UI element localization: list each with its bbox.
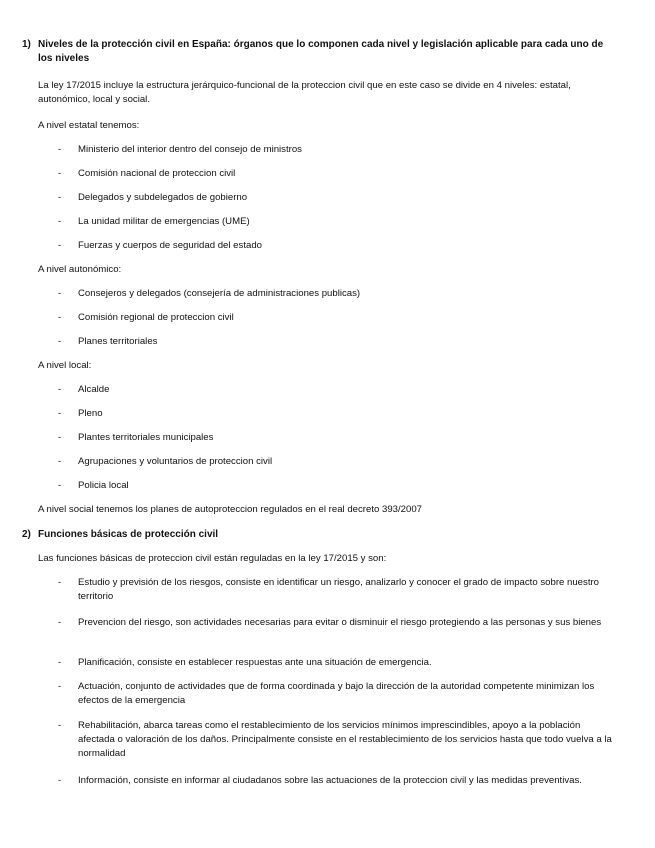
bullet-dash: - (58, 312, 62, 323)
list-item-text: Estudio y previsión de los riesgos, consiste en identificar un riesgo, analizarlo y conocer el grado de impacto sobre nuestro territorio (78, 577, 600, 602)
list-item-text: La unidad militar de emergencias (UME) (78, 216, 250, 227)
bullet-dash: - (58, 192, 62, 203)
list-item-text: Alcalde (78, 384, 110, 395)
section-2-intro: Las funciones básicas de proteccion civil están reguladas en la ley 17/2015 y son: (38, 553, 387, 564)
bullet-dash: - (58, 480, 62, 491)
social-text: A nivel social tenemos los planes de autoproteccion regulados en el real decreto 393/2007 (38, 504, 423, 515)
section-2-title: Funciones básicas de protección civil (38, 529, 219, 540)
list-item-text: Planes territoriales (78, 336, 158, 347)
list-item-text: Comisión regional de proteccion civil (78, 312, 234, 323)
list-item-text: Pleno (78, 408, 103, 419)
bullet-dash: - (58, 681, 62, 692)
list-item-text: Actuación, conjunto de actividades que de forma coordinada y bajo la dirección de la autoridad competente minimizan los efectos de la emergencia (78, 681, 595, 706)
bullet-dash: - (58, 144, 62, 155)
list-item-text: Delegados y subdelegados de gobierno (78, 192, 248, 203)
list-item-text: Planificación, consiste en establecer respuestas ante una situación de emergencia. (78, 657, 432, 668)
bullet-dash: - (58, 720, 62, 731)
section-1-title: Niveles de la protección civil en España: órganos que lo componen cada nivel y legislación aplicable para cada uno de los niveles (38, 39, 604, 64)
list-item-text: Prevencion del riesgo, son actividades necesarias para evitar o disminuir el riesgo protegiendo a las personas y sus bienes (78, 617, 602, 628)
list-item-text: Policia local (78, 480, 129, 491)
list-item-text: Plantes territoriales municipales (78, 432, 214, 443)
list-item-text: Fuerzas y cuerpos de seguridad del estado (78, 240, 262, 251)
bullet-dash: - (58, 408, 62, 419)
bullet-dash: - (58, 775, 62, 786)
list-item-text: Consejeros y delegados (consejería de administraciones publicas) (78, 288, 361, 299)
bullet-dash: - (58, 456, 62, 467)
list-item-text: Rehabilitación, abarca tareas como el restablecimiento de los servicios mínimos imprescindibles, apoyo a la población afectada o valoración de los daños. Principalmente consiste en el restablecimiento de los servicios hasta que todo vuelva a la normalidad (78, 720, 612, 759)
bullet-dash: - (58, 657, 62, 668)
list-item-text: Información, consiste en informar al ciudadanos sobre las actuaciones de la proteccion civil y las medidas preventivas. (78, 775, 582, 786)
bullet-dash: - (58, 336, 62, 347)
bullet-dash: - (58, 288, 62, 299)
section-1-intro: La ley 17/2015 incluye la estructura jerárquico-funcional de la proteccion civil que en este caso se divide en 4 niveles: estatal, autonómico, local y social. (38, 80, 571, 105)
autonomico-heading: A nivel autonómico: (38, 264, 122, 275)
bullet-dash: - (58, 240, 62, 251)
section-2-number: 2) (22, 529, 31, 540)
list-item-text: Comisión nacional de proteccion civil (78, 168, 236, 179)
estatal-heading: A nivel estatal tenemos: (38, 120, 140, 131)
bullet-dash: - (58, 216, 62, 227)
list-item-text: Ministerio del interior dentro del consejo de ministros (78, 144, 302, 155)
bullet-dash: - (58, 384, 62, 395)
list-item-text: Agrupaciones y voluntarios de proteccion civil (78, 456, 273, 467)
bullet-dash: - (58, 577, 62, 588)
section-1-number: 1) (22, 39, 31, 50)
bullet-dash: - (58, 617, 62, 628)
bullet-dash: - (58, 432, 62, 443)
local-heading: A nivel local: (38, 360, 92, 371)
bullet-dash: - (58, 168, 62, 179)
